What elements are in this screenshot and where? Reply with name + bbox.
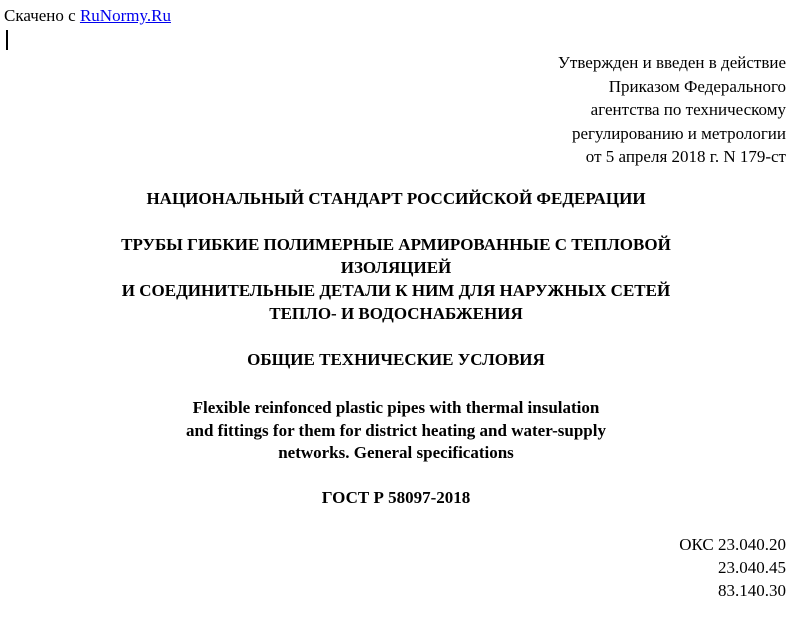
title-ru-line: ТРУБЫ ГИБКИЕ ПОЛИМЕРНЫЕ АРМИРОВАННЫЕ С ТЕПЛОВОЙ	[121, 235, 671, 254]
document-title-ru	[0, 233, 792, 325]
site-link[interactable]: RuNormy.Ru	[79, 6, 171, 25]
approval-line: Приказом Федерального	[608, 76, 786, 96]
title-ru-line: И СОЕДИНИТЕЛЬНЫЕ ДЕТАЛИ К НИМ ДЛЯ НАРУЖНЫХ СЕТЕЙ	[121, 281, 671, 300]
title-ru-line: ИЗОЛЯЦИЕЙ	[340, 258, 452, 277]
national-standard-heading: НАЦИОНАЛЬНЫЙ СТАНДАРТ РОССИЙСКОЙ ФЕДЕРАЦИИ	[146, 189, 646, 208]
title-en-line: Flexible reinfonced plastic pipes with thermal insulation	[192, 398, 600, 417]
approval-line: регулированию и метрологии	[571, 123, 786, 143]
approval-line: агентства по техническому	[590, 100, 786, 119]
oks-code: ОКС 23.040.20	[679, 535, 786, 554]
title-en-line: networks. General specifications	[278, 443, 514, 462]
general-conditions-heading: ОБЩИЕ ТЕХНИЧЕСКИЕ УСЛОВИЯ	[247, 350, 545, 369]
title-en-line: and fittings for them for district heating and water-supply	[186, 420, 606, 440]
document-title-en	[0, 397, 792, 465]
oks-code: 83.140.30	[718, 581, 786, 600]
text-cursor	[6, 30, 8, 50]
download-source	[4, 6, 171, 26]
approval-line: Утвержден и введен в действие	[557, 53, 786, 72]
gost-number: ГОСТ Р 58097-2018	[321, 488, 471, 507]
approval-block	[558, 51, 786, 169]
classification-codes	[679, 533, 786, 602]
download-prefix: Скачено с	[4, 6, 76, 25]
oks-code: 23.040.45	[718, 558, 786, 577]
approval-line: от 5 апреля 2018 г. N 179-ст	[585, 147, 786, 166]
title-ru-line: ТЕПЛО- И ВОДОСНАБЖЕНИЯ	[269, 304, 523, 323]
